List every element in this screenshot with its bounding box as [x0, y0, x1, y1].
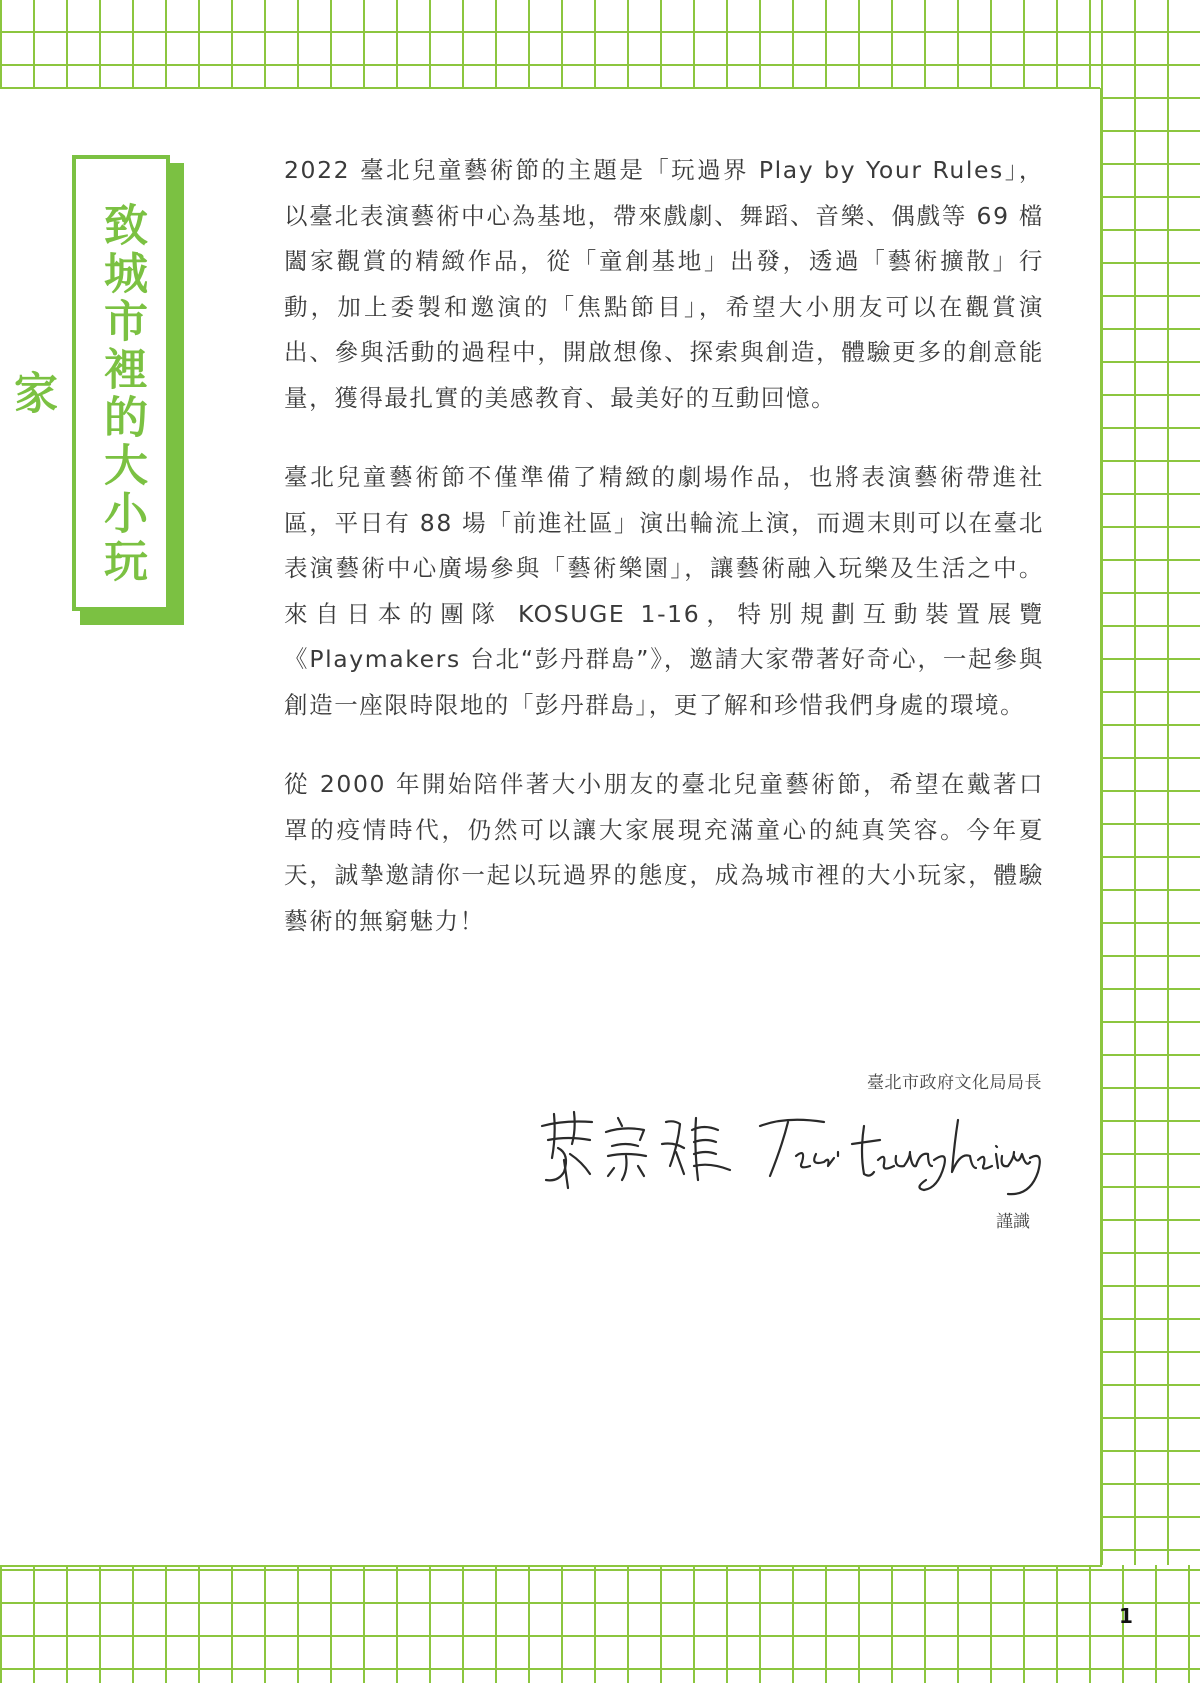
body-text	[284, 148, 1044, 978]
page-number: 1	[1119, 1604, 1133, 1628]
grid-edge-bottom	[0, 1565, 1100, 1567]
grid-border-bottom	[0, 1565, 1200, 1683]
grid-border-top	[0, 0, 1200, 88]
paragraph-2: 臺北兒童藝術節不僅準備了精緻的劇場作品，也將表演藝術帶進社區，平日有 88 場「前進社區」演出輪流上演，而週末則可以在臺北表演藝術中心廣場參與「藝術樂園」，讓藝術融入玩樂及生活之中。來自日本的團隊 KOSUGE 1-16，特別規劃互動裝置展覽《Playmakers 台北“彭丹群島”》，邀請大家帶著好奇心，一起參與創造一座限時限地的「彭丹群島」，更了解和珍惜我們身處的環境。	[284, 463, 1044, 719]
handwritten-signature	[534, 1096, 1044, 1196]
page-title: 致城市裡的大小玩家	[6, 202, 147, 586]
signatory-position: 臺北市政府文化局局長	[867, 1073, 1042, 1093]
signature-closing: 謹識	[996, 1212, 1030, 1232]
paragraph-1: 2022 臺北兒童藝術節的主題是「玩過界 Play by Your Rules」，以臺北表演藝術中心為基地，帶來戲劇、舞蹈、音樂、偶戲等 69 檔闔家觀賞的精緻作品，從「童創基地」出發，透過「藝術擴散」行動，加上委製和邀演的「焦點節目」，希望大小朋友可以在觀賞演出、參與活動的過程中，開啟想像、探索與創造，體驗更多的創意能量，獲得最扎實的美感教育、最美好的互動回憶。	[284, 156, 1044, 412]
grid-border-right	[1100, 0, 1200, 1683]
grid-edge-top	[0, 87, 1100, 89]
paragraph-3: 從 2000 年開始陪伴著大小朋友的臺北兒童藝術節，希望在戴著口罩的疫情時代，仍然可以讓大家展現充滿童心的純真笑容。今年夏天，誠摯邀請你一起以玩過界的態度，成為城市裡的大小玩家，體驗藝術的無窮魅力！	[284, 770, 1044, 935]
grid-edge-right	[1100, 88, 1102, 1567]
title-box	[6, 155, 170, 611]
